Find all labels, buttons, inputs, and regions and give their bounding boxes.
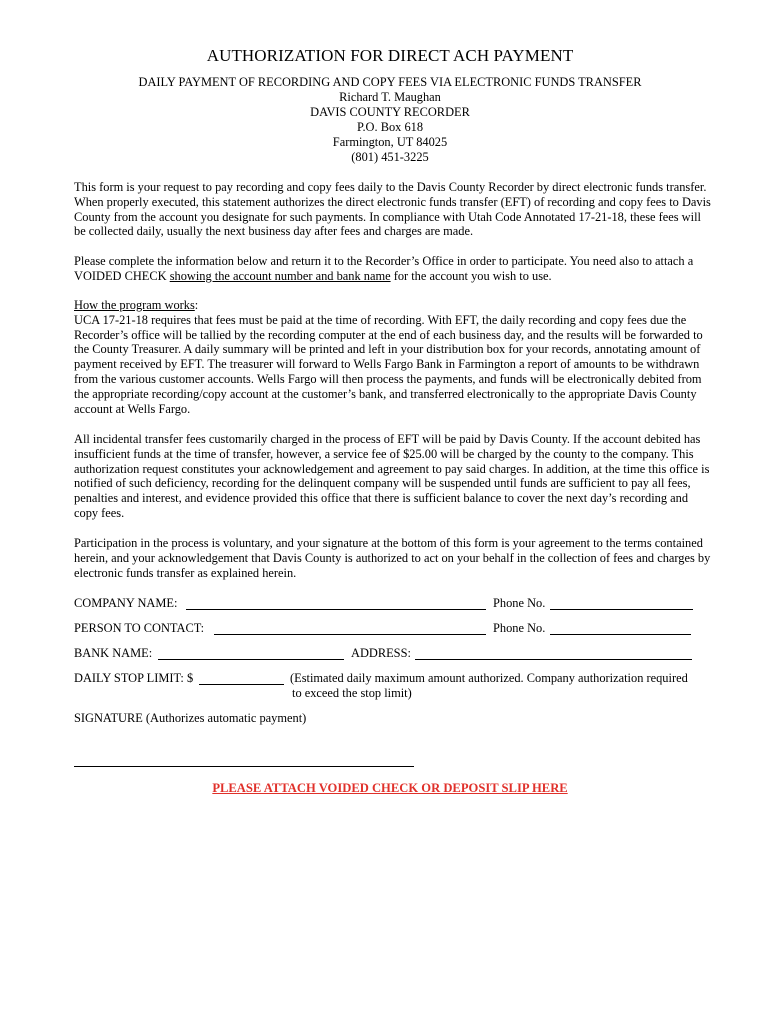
address-line: DAVIS COUNTY RECORDER	[310, 105, 470, 119]
stop-limit-note: to exceed the stop limit)	[292, 686, 412, 700]
bank-address-field[interactable]	[415, 659, 692, 660]
document-subtitle: DAILY PAYMENT OF RECORDING AND COPY FEES VIA ELECTRONIC FUNDS TRANSFER	[138, 75, 642, 89]
address-line: Richard T. Maughan	[339, 90, 441, 104]
bank-name-label: BANK NAME:	[74, 646, 153, 660]
contact-phone-field[interactable]	[550, 634, 691, 635]
phone-label: Phone No.	[493, 621, 546, 635]
address-line: P.O. Box 618	[356, 120, 424, 134]
phone-label: Phone No.	[493, 596, 546, 610]
daily-stop-limit-label: DAILY STOP LIMIT: $	[74, 671, 194, 685]
company-phone-field[interactable]	[550, 609, 693, 610]
bank-name-field[interactable]	[158, 659, 344, 660]
signature-field[interactable]	[74, 766, 414, 767]
person-to-contact-label: PERSON TO CONTACT:	[74, 621, 205, 635]
person-to-contact-field[interactable]	[214, 634, 486, 635]
address-label: ADDRESS:	[351, 646, 411, 660]
address-line: (801) 451-3225	[351, 150, 429, 164]
how-program-works-section: How the program works: UCA 17-21-18 requires that fees must be paid at the time of recording. With EFT, the daily recording and copy fees due the Recorder’s office will be tallied by the recording computer at the end of each business day, and the results will be forwarded to the County Treasurer. A daily summary will be printed and left in your distribution box for your records, annotating amount of payment received by EFT. The treasurer will forward to Wells Fargo Bank in Farmington a report of amounts to be withdrawn from the various customer accounts. Wells Fargo will then process the payments, and funds will be electronically debited from the appropriate recording/copy account at the customer’s bank, and transferred electronically to the appropriate Davis County account at Wells Fargo.	[74, 298, 703, 416]
daily-stop-limit-field[interactable]	[199, 684, 284, 685]
company-name-field[interactable]	[186, 609, 486, 610]
stop-limit-note: (Estimated daily maximum amount authorized. Company authorization required	[290, 671, 688, 685]
participation-paragraph: Participation in the process is voluntary, and your signature at the bottom of this form is your agreement to the terms contained herein, and your acknowledgement that Davis County is authorized to act on your behalf in the collection of fees and charges by electronic funds transfer as explained herein.	[74, 536, 711, 580]
underlined-phrase: showing the account number and bank name	[169, 268, 391, 283]
fees-paragraph: All incidental transfer fees customarily charged in the process of EFT will be paid by Davis County. If the account debited has insufficient funds at the time of transfer, however, a service fee of $25.00 will be charged by the county to the company. This authorization request constitutes your acknowledgement and agreement to pay said charges. In addition, at the time this office is notified of such deficiency, recording for the delinquent company will be suspended until funds are sufficient to pay all fees, penalties and interest, and evidence provided this office that there is sufficient balance to cover the next day’s recording and copy fees.	[74, 432, 710, 520]
section-heading: How the program works	[74, 298, 195, 312]
company-name-label: COMPANY NAME:	[74, 596, 178, 610]
address-line: Farmington, UT 84025	[332, 135, 448, 149]
signature-label: SIGNATURE (Authorizes automatic payment)	[74, 711, 307, 725]
document-title: AUTHORIZATION FOR DIRECT ACH PAYMENT	[206, 46, 574, 65]
attach-voided-check-note: PLEASE ATTACH VOIDED CHECK OR DEPOSIT SLIP HERE	[212, 781, 568, 795]
instructions-paragraph: Please complete the information below and return it to the Recorder’s Office in order to participate. You need also to attach a VOIDED CHECK showing the account number and bank name for the account you wish to use.	[74, 254, 694, 283]
intro-paragraph: This form is your request to pay recording and copy fees daily to the Davis County Recorder by direct electronic funds transfer. When properly executed, this statement authorizes the direct electronic funds transfer (EFT) of recording and copy fees to Davis County from the account you designate for such payments. In compliance with Utah Code Annotated 17-21-18, these fees will be collected daily, usually the next business day after fees and charges are made.	[74, 180, 711, 239]
